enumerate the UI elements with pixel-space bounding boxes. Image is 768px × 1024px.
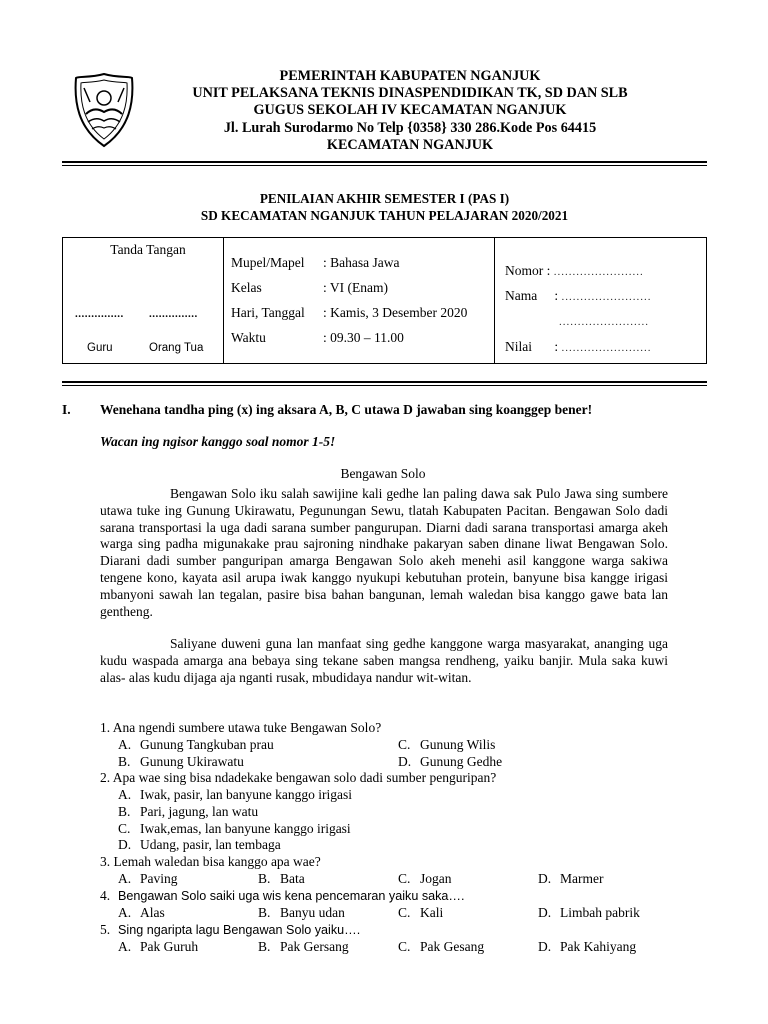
header-line-5: KECAMATAN NGANJUK	[326, 136, 494, 153]
q1-option-d[interactable]: D. Gunung Gedhe	[398, 754, 503, 769]
q1-option-b[interactable]: B. Gunung Ukirawatu	[118, 754, 244, 769]
number-field[interactable]	[505, 263, 644, 279]
header-line-4: Jl. Lurah Surodarmo No Telp {0358} 330 286.Kode Pos 64415	[223, 119, 597, 136]
letterhead	[140, 68, 680, 154]
time-row	[231, 330, 404, 346]
reading-paragraph-2: Saliyane duweni guna lan manfaat sing gedhe kanggone warga masyarakat, ananging uga kudu waspada amarga ana bebaya sing tekane saben mangsa rendheng, yaiku banjir. Mula saka kuwi alas- alas kudu dijaga aja nganti rusak, mbudidaya nandur wit-witan.	[100, 636, 668, 685]
question-4: 4. Bengawan Solo saiki uga wis kena pencemaran yaiku saka….	[100, 888, 465, 903]
q4-option-a[interactable]: A. Alas	[118, 905, 165, 920]
exam-title	[62, 190, 707, 224]
name-colon: :	[554, 288, 559, 303]
date-row	[231, 305, 467, 321]
name-field-continued[interactable]	[559, 313, 649, 329]
q5-option-a[interactable]: A. Pak Guruh	[118, 939, 199, 954]
q4-option-d[interactable]: D. Limbah pabrik	[538, 905, 640, 920]
instruction-text: Wenehana tandha ping (x) ing aksara A, B, C utawa D jawaban sing koanggep bener!	[100, 402, 593, 417]
teacher-signature-line: ...............	[75, 308, 124, 320]
teacher-label: Guru	[87, 342, 113, 354]
exam-info-box	[62, 237, 707, 364]
q3-option-a[interactable]: A. Paving	[118, 871, 178, 886]
info-box-divider	[223, 238, 224, 363]
parent-signature-line: ...............	[149, 308, 198, 320]
q3-option-c[interactable]: C. Jogan	[398, 871, 452, 886]
reading-paragraph-1: Bengawan Solo iku salah sawijine kali gedhe lan paling dawa sak Pulo Jawa sing sumbere utawa tuke ing Gunung Ukirawatu, Pegunungan Sewu, tlatah Kabupaten Pacitan. Bengawan Solo dadi sarana transportasi la uga dadi sarana sumber pangurupan. Diarni dadi sarana transportasi amarga akeh warga sing padha migunakake prau sajroning nindhake pakaryan saben dinane liwat Bengawan Solo. Diarani dadi sumber panguripan amarga Bengawan Solo akeh menehi asil kanggone warga sakiwa tengene kono, kayata asil arupa iwak kanggo nyukupi kebutuhan protein, banyune bisa kangge irigasi mbanyoni sawah lan tegalan, pasire bisa bahan bangunan, lemah waledan bisa kanggo gawe bata lan gentheng.	[100, 486, 668, 619]
score-blank: ........................	[561, 342, 652, 354]
q5-option-c[interactable]: C. Pak Gesang	[398, 939, 485, 954]
question-3: 3. Lemah waledan bisa kanggo apa wae?	[100, 854, 321, 869]
q2-option-c[interactable]: C. Iwak,emas, lan banyune kanggo irigasi	[118, 821, 351, 836]
q4-option-c[interactable]: C. Kali	[398, 905, 444, 920]
date-label: Hari, Tanggal	[231, 305, 305, 320]
info-box-divider	[494, 238, 495, 363]
section-number: I.	[62, 402, 71, 417]
q1-option-a[interactable]: A. Gunung Tangkuban prau	[118, 737, 274, 752]
name-field[interactable]	[505, 288, 652, 304]
q1-option-c[interactable]: C. Gunung Wilis	[398, 737, 496, 752]
score-label: Nilai	[505, 339, 532, 354]
number-blank: ........................	[553, 266, 644, 278]
class-value: : VI (Enam)	[323, 280, 388, 295]
subject-label: Mupel/Mapel	[231, 255, 305, 270]
question-1: 1. Ana ngendi sumbere utawa tuke Bengawan Solo?	[100, 720, 382, 735]
name-blank: ........................	[561, 291, 652, 303]
header-line-3: GUGUS SEKOLAH IV KECAMATAN NGANJUK	[253, 102, 567, 119]
section-divider-thin	[62, 385, 707, 386]
time-value: : 09.30 – 11.00	[323, 330, 404, 345]
q5-option-b[interactable]: B. Pak Gersang	[258, 939, 349, 954]
question-5: 5. Sing ngaripta lagu Bengawan Solo yaiku….	[100, 922, 361, 937]
section-divider	[62, 381, 707, 383]
header-divider-thin	[62, 165, 707, 166]
q3-option-b[interactable]: B. Bata	[258, 871, 305, 886]
q2-option-b[interactable]: B. Pari, jagung, lan watu	[118, 804, 259, 819]
exam-title-line-1: PENILAIAN AKHIR SEMESTER I (PAS I)	[259, 191, 510, 206]
subject-value: : Bahasa Jawa	[323, 255, 400, 270]
q2-option-d[interactable]: D. Udang, pasir, lan tembaga	[118, 837, 281, 852]
nganjuk-emblem-icon	[72, 72, 136, 148]
q2-option-a[interactable]: A. Iwak, pasir, lan banyune kanggo irigasi	[118, 787, 353, 802]
parent-label: Orang Tua	[149, 342, 204, 354]
header-line-1: PEMERINTAH KABUPATEN NGANJUK	[279, 68, 541, 84]
name-blank-2: ........................	[559, 316, 649, 328]
number-label: Nomor :	[505, 263, 551, 278]
signature-label: Tanda Tangan	[110, 242, 186, 257]
name-label: Nama	[505, 288, 538, 303]
time-label: Waktu	[231, 330, 266, 345]
header-line-2: UNIT PELAKSANA TEKNIS DINASPENDIDIKAN TK, SD DAN SLB	[192, 85, 628, 102]
class-label: Kelas	[231, 280, 262, 295]
header-divider	[62, 161, 707, 163]
q3-option-d[interactable]: D. Marmer	[538, 871, 604, 886]
date-value: : Kamis, 3 Desember 2020	[323, 305, 468, 320]
reading-note: Wacan ing ngisor kanggo soal nomor 1-5!	[100, 434, 336, 449]
exam-title-line-2: SD KECAMATAN NGANJUK TAHUN PELAJARAN 2020/2021	[200, 208, 569, 223]
reading-title: Bengawan Solo	[340, 466, 426, 481]
class-row	[231, 280, 388, 296]
q5-option-d[interactable]: D. Pak Kahiyang	[538, 939, 637, 954]
q4-option-b[interactable]: B. Banyu udan	[258, 905, 345, 920]
score-field[interactable]	[505, 339, 652, 355]
score-colon: :	[554, 339, 559, 354]
question-2: 2. Apa wae sing bisa ndadekake bengawan solo dadi sumber penguripan?	[100, 770, 497, 785]
subject-row	[231, 255, 399, 271]
section-instruction	[62, 402, 592, 418]
